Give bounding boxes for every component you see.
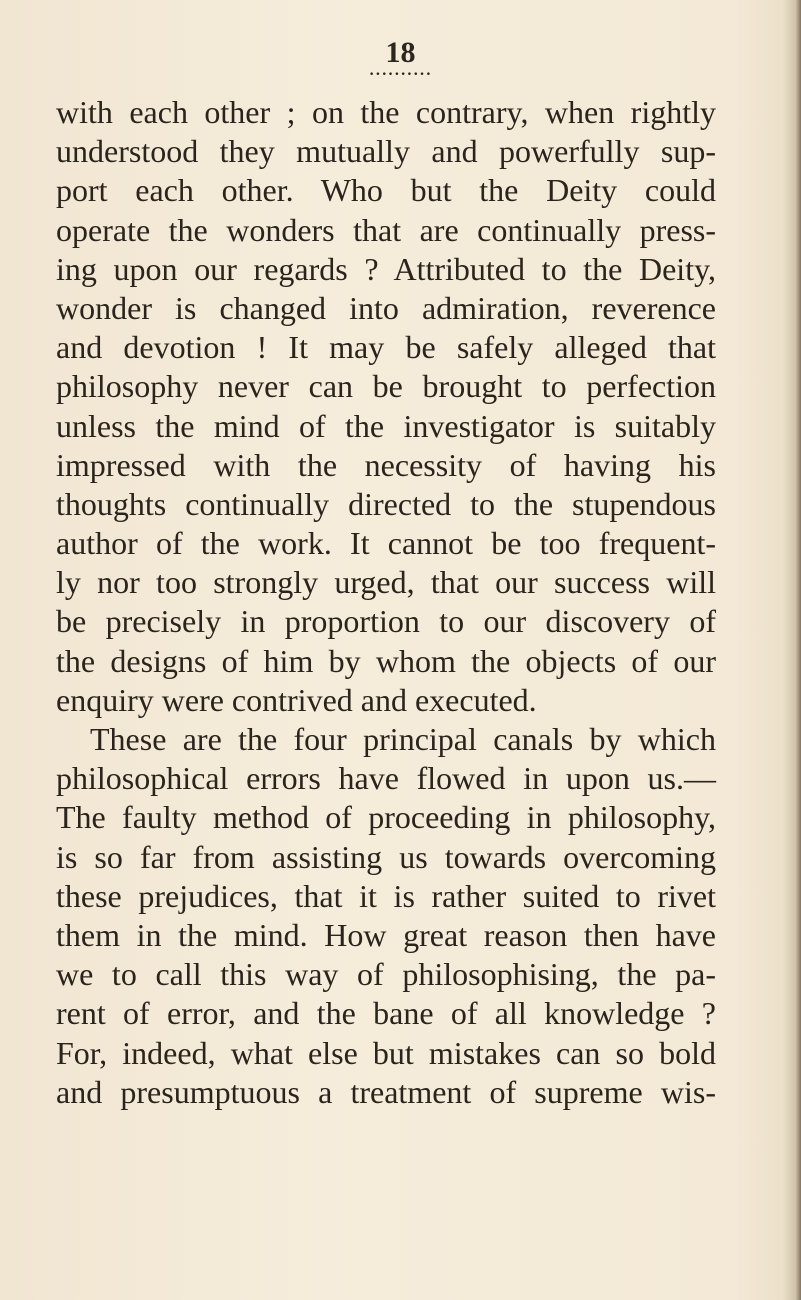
text-line: we to call this way of philosophising, the pa- — [56, 956, 716, 993]
text-line: author of the work. It cannot be too frequent- — [56, 525, 716, 562]
text-line: enquiry were contrived and executed. — [56, 681, 537, 718]
text-line: ing upon our regards ? Attributed to the Deity, — [56, 250, 716, 287]
body-text — [56, 93, 716, 1112]
text-line: philosophy never can be brought to perfection — [56, 368, 716, 405]
text-line: thoughts continually directed to the stupendous — [56, 485, 716, 522]
text-line: these prejudices, that it is rather suited to rivet — [56, 877, 716, 914]
page-number: 18 — [385, 36, 416, 69]
text-line: is so far from assisting us towards overcoming — [56, 838, 716, 875]
text-line: and presumptuous a treatment of supreme wis- — [56, 1073, 716, 1110]
text-line: wonder is changed into admiration, reverence — [56, 289, 716, 326]
text-line: impressed with the necessity of having his — [56, 446, 716, 483]
text-line: These are the four principal canals by which — [90, 721, 716, 757]
text-line: The faulty method of proceeding in philosophy, — [56, 799, 716, 836]
text-line: port each other. Who but the Deity could — [56, 172, 716, 209]
text-line: them in the mind. How great reason then have — [56, 916, 716, 953]
page-edge-shadow — [783, 0, 801, 1300]
text-line: philosophical errors have flowed in upon us.— — [56, 760, 716, 797]
text-line: the designs of him by whom the objects of our — [56, 642, 716, 679]
text-line: operate the wonders that are continually press- — [56, 211, 716, 248]
text-line: unless the mind of the investigator is suitably — [56, 407, 716, 444]
text-line: understood they mutually and powerfully sup- — [56, 133, 716, 170]
text-line: ly nor too strongly urged, that our success will — [56, 564, 716, 601]
text-line: and devotion ! It may be safely alleged that — [56, 329, 716, 366]
text-line: For, indeed, what else but mistakes can so bold — [56, 1034, 716, 1071]
text-line: with each other ; on the contrary, when rightly — [56, 94, 716, 130]
text-line: rent of error, and the bane of all knowledge ? — [56, 995, 716, 1032]
header-ornament: •••••••••• — [368, 70, 433, 80]
text-line: be precisely in proportion to our discovery of — [56, 603, 716, 640]
